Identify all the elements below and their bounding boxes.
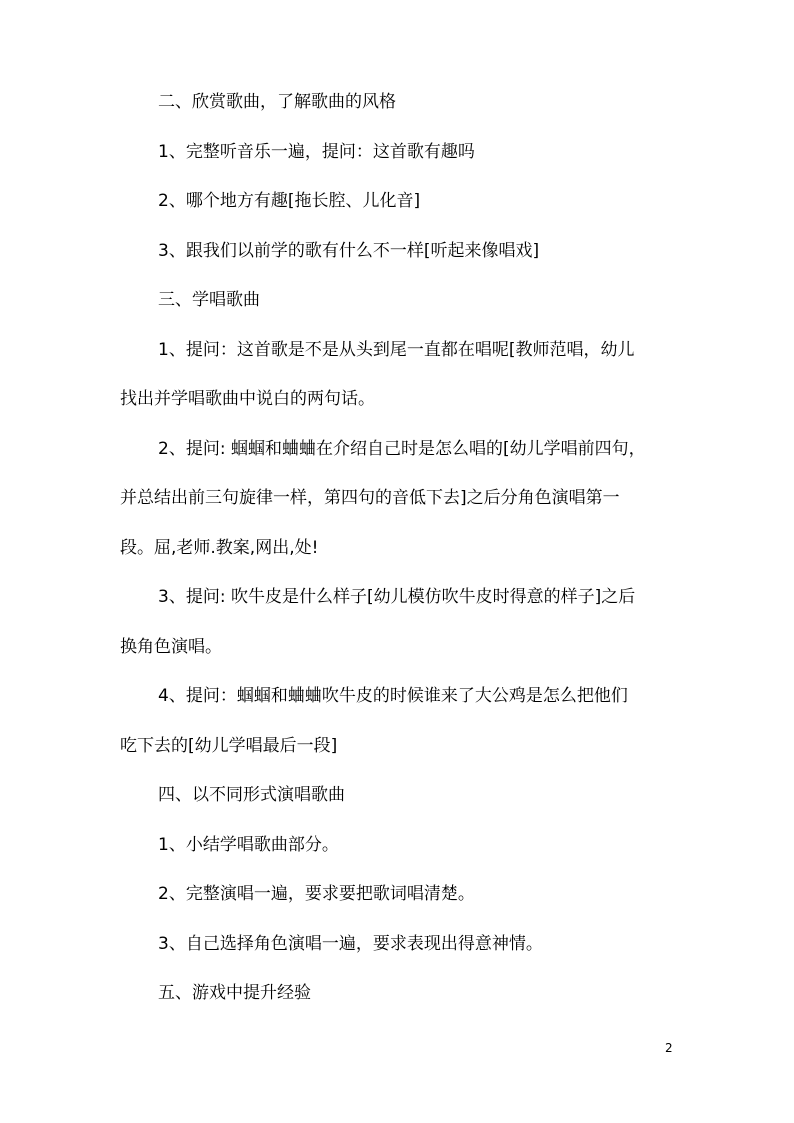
paragraph-line: 段。屈,老师.教案,网出,处! (120, 537, 319, 558)
paragraph-line: 1、完整听音乐一遍，提问：这首歌有趣吗 (158, 141, 475, 162)
paragraph-line: 1、提问：这首歌是不是从头到尾一直都在唱呢[教师范唱，幼儿 (158, 339, 635, 360)
paragraph-line: 并总结出前三句旋律一样，第四句的音低下去]之后分角色演唱第一 (120, 488, 620, 508)
section-heading-2: 二、欣赏歌曲，了解歌曲的风格 (158, 92, 396, 112)
section-heading-5: 五、游戏中提升经验 (158, 983, 311, 1003)
paragraph-line: 吃下去的[幼儿学唱最后一段] (120, 735, 338, 756)
paragraph-line: 换角色演唱。 (120, 636, 222, 657)
paragraph-line: 2、完整演唱一遍，要求要把歌词唱清楚。 (158, 884, 475, 904)
paragraph-line: 3、跟我们以前学的歌有什么不一样[听起来像唱戏] (158, 240, 540, 261)
paragraph-line: 2、哪个地方有趣[拖长腔、儿化音] (158, 191, 421, 211)
section-heading-4: 四、以不同形式演唱歌曲 (158, 785, 345, 805)
section-heading-3: 三、学唱歌曲 (158, 290, 260, 310)
paragraph-line: 4、提问：蝈蝈和蛐蛐吹牛皮的时候谁来了大公鸡是怎么把他们 (158, 686, 628, 706)
paragraph-line: 1、小结学唱歌曲部分。 (158, 834, 339, 855)
paragraph-line: 2、提问: 蝈蝈和蛐蛐在介绍自己时是怎么唱的[幼儿学唱前四句， (158, 438, 646, 459)
page-number: 2 (665, 1041, 673, 1055)
paragraph-line: 找出并学唱歌曲中说白的两句话。 (120, 389, 375, 409)
paragraph-line: 3、提问: 吹牛皮是什么样子[幼儿模仿吹牛皮时得意的样子]之后 (158, 587, 636, 607)
paragraph-line: 3、自己选择角色演唱一遍，要求表现出得意神情。 (158, 933, 543, 954)
document-body (120, 90, 676, 1005)
